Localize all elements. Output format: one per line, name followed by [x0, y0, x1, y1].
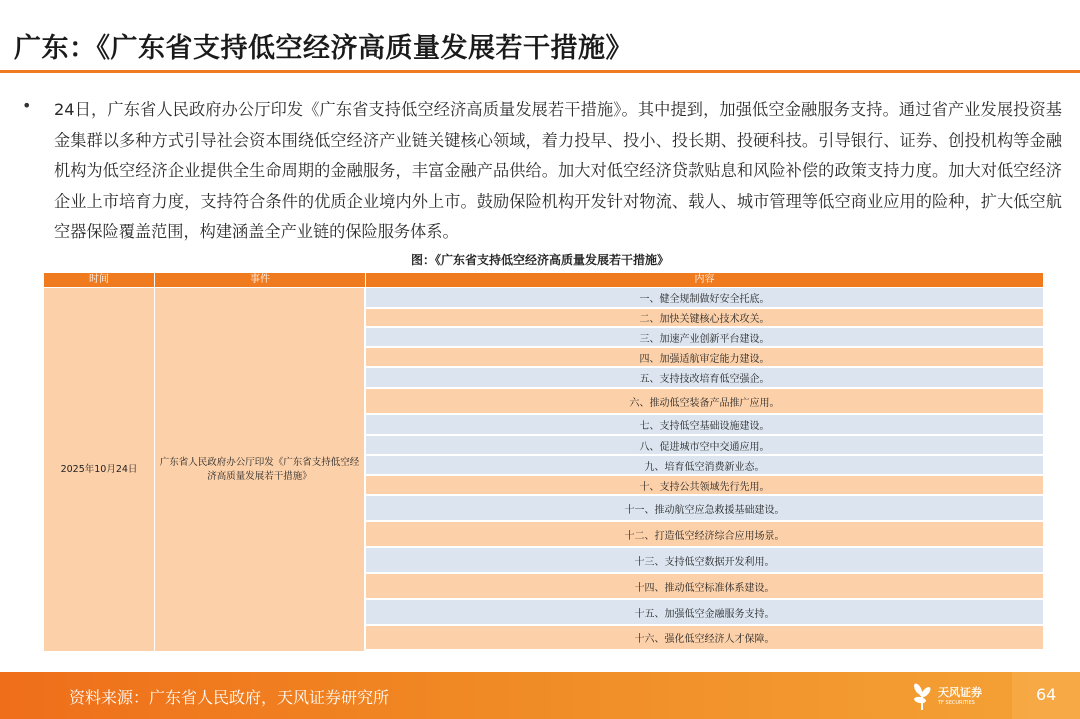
table-row: 二、加快关键核心技术攻关。: [366, 309, 1043, 328]
table-row: 三、加速产业创新平台建设。: [366, 328, 1043, 348]
date-cell: 2025年10月24日: [44, 288, 155, 651]
body-paragraph: 24日，广东省人民政府办公厅印发《广东省支持低空经济高质量发展若干措施》。其中提到，加强低空金融服务支持。通过省产业发展投资基金集群以多种方式引导社会资本围绕低空经济产业链关键核心领域，着力投早、投小、投长期、投硬科技。引导银行、证券、创投机构等金融机构为低空经济企业提供全生命周期的金融服务，丰富金融产品供给。加大对低空经济贷款贴息和风险补偿的政策支持力度。加大对低空经济企业上市培育力度，支持符合条件的优质企业境内外上市。鼓励保险机构开发针对物流、载人、城市管理等低空商业应用的险种，扩大低空航空器保险覆盖范围，构建涵盖全产业链的保险服务体系。: [54, 100, 1062, 241]
footer-bar: [0, 672, 1080, 719]
pinwheel-logo-icon: [910, 680, 936, 712]
table-row: 十六、强化低空经济人才保障。: [366, 626, 1043, 651]
table-row: 十五、加强低空金融服务支持。: [366, 600, 1043, 626]
bullet-marker: •: [22, 96, 32, 115]
event-cell: 广东省人民政府办公厅印发《广东省支持低空经济高质量发展若干措施》: [155, 288, 365, 651]
header-time: 时间: [44, 273, 154, 287]
table-row: 十一、推动航空应急救援基础建设。: [366, 496, 1043, 522]
table-row: 四、加强适航审定能力建设。: [366, 348, 1043, 368]
figure-caption: 图：《广东省支持低空经济高质量发展若干措施》: [410, 253, 669, 267]
table-row: 十三、支持低空数据开发利用。: [366, 548, 1043, 574]
header-event: 事件: [155, 273, 365, 287]
table-row: 五、支持技改培育低空强企。: [366, 368, 1043, 389]
table-row: 六、推动低空装备产品推广应用。: [366, 389, 1043, 415]
title-divider: [0, 70, 1080, 73]
measures-table: [44, 273, 1043, 651]
page-number: 64: [1036, 685, 1057, 704]
logo-subtitle: TF SECURITIES: [938, 700, 975, 706]
source-note: 资料来源：广东省人民政府，天风证券研究所: [69, 688, 390, 707]
table-row: 八、促进城市空中交通应用。: [366, 436, 1043, 456]
tf-securities-logo: [910, 680, 990, 714]
table-row: 七、支持低空基础设施建设。: [366, 415, 1043, 436]
logo-wordmark: 天风证券: [938, 686, 982, 699]
content-column: [366, 288, 1043, 651]
page-title: 广东：《广东省支持低空经济高质量发展若干措施》: [14, 33, 633, 64]
table-row: 一、健全规制做好安全托底。: [366, 288, 1043, 309]
header-content: 内容: [366, 273, 1043, 287]
table-row: 十二、打造低空经济综合应用场景。: [366, 522, 1043, 548]
table-row: 十、支持公共领域先行先用。: [366, 476, 1043, 496]
table-row: 九、培育低空消费新业态。: [366, 456, 1043, 476]
table-row: 十四、推动低空标准体系建设。: [366, 574, 1043, 600]
